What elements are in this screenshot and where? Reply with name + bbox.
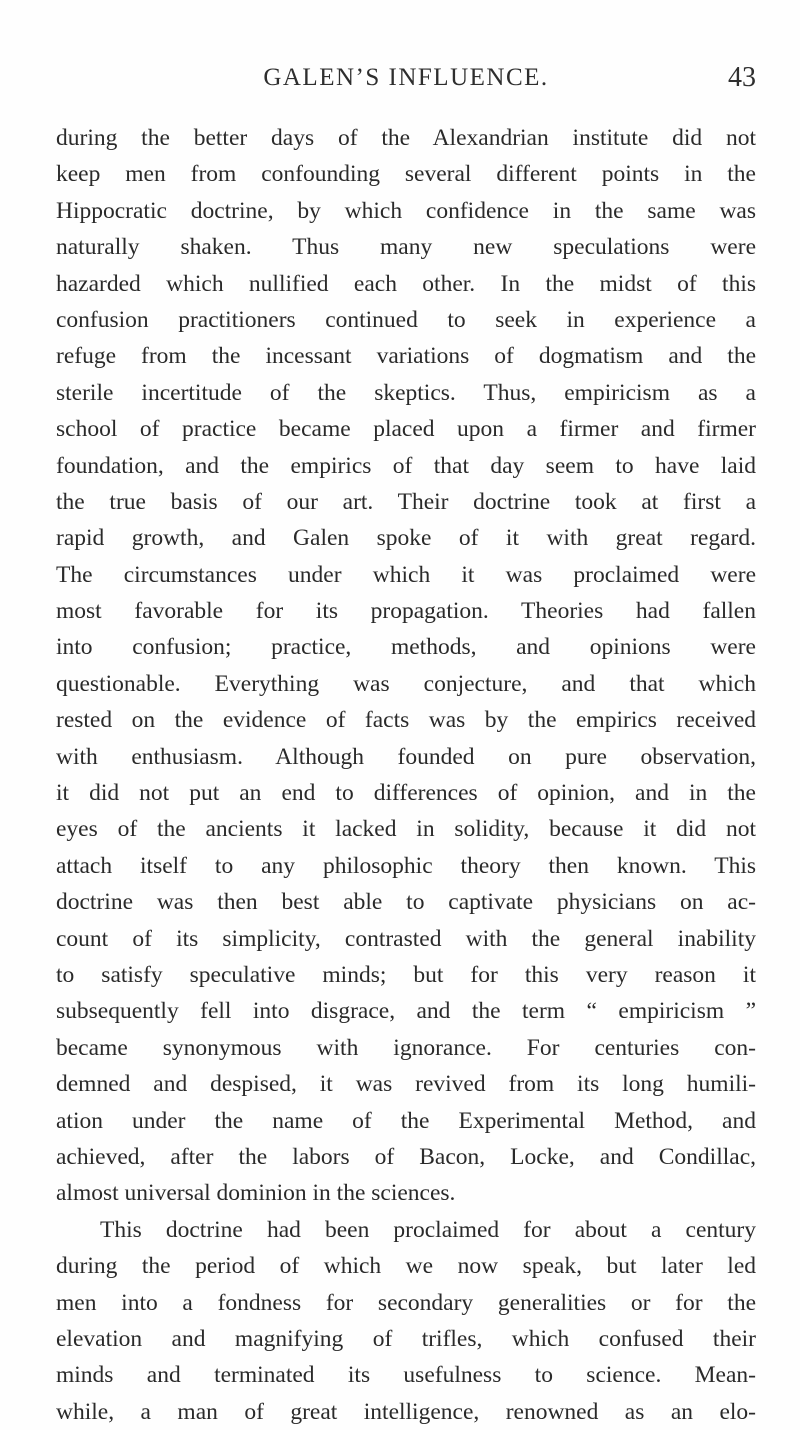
text-line: with enthusiasm. Although founded on pure observation,	[56, 743, 756, 770]
text-line: it did not put an end to differences of opinion, and in the	[56, 780, 756, 807]
text-line: to satisfy speculative minds; but for this very reason it	[56, 961, 756, 988]
text-line: became synonymous with ignorance. For centuries con-	[56, 1034, 756, 1061]
text-line: achieved, after the labors of Bacon, Locke, and Condillac,	[56, 1143, 756, 1170]
text-line: most favorable for its propagation. Theories had fallen	[56, 598, 756, 625]
text-line: refuge from the incessant variations of dogmatism and the	[56, 343, 756, 370]
text-line: The circumstances under which it was proclaimed were	[56, 561, 756, 588]
running-head: GALEN’S INFLUENCE.	[263, 64, 549, 91]
text-line: doctrine was then best able to captivate physicians on ac-	[56, 889, 756, 916]
text-line: questionable. Everything was conjecture, and that which	[56, 670, 756, 697]
text-line: This doctrine had been proclaimed for about a century	[100, 1216, 756, 1243]
text-line: demned and despised, it was revived from its long humili-	[56, 1071, 756, 1098]
text-line: during the better days of the Alexandrian institute did not	[56, 125, 756, 151]
text-line: elevation and magnifying of trifles, which confused their	[56, 1325, 756, 1352]
text-line: sterile incertitude of the skeptics. Thus, empiricism as a	[56, 379, 756, 406]
text-line: men into a fondness for secondary generalities or for the	[56, 1289, 756, 1316]
text-line: into confusion; practice, methods, and opinions were	[56, 634, 756, 661]
text-line: during the period of which we now speak, but later led	[56, 1253, 756, 1280]
text-line: while, a man of great intelligence, renowned as an elo-	[56, 1398, 756, 1425]
text-line: subsequently fell into disgrace, and the term “ empiricism ”	[56, 998, 756, 1025]
text-line: keep men from confounding several different points in the	[56, 161, 756, 188]
text-line: hazarded which nullified each other. In the midst of this	[56, 270, 756, 297]
page-number: 43	[728, 62, 756, 93]
text-line: Hippocratic doctrine, by which confidence in the same was	[56, 197, 756, 224]
text-line: rested on the evidence of facts was by the empirics received	[56, 707, 756, 734]
page-header	[56, 58, 756, 98]
text-line: minds and terminated its usefulness to science. Mean-	[56, 1362, 756, 1389]
text-line: confusion practitioners continued to seek in experience a	[56, 306, 756, 333]
text-line: attach itself to any philosophic theory then known. This	[56, 852, 756, 879]
text-line: rapid growth, and Galen spoke of it with great regard.	[56, 525, 756, 552]
text-line: count of its simplicity, contrasted with the general inability	[56, 925, 756, 952]
body-text	[56, 120, 756, 1430]
text-line: school of practice became placed upon a firmer and firmer	[56, 416, 756, 443]
text-line: ation under the name of the Experimental Method, and	[56, 1107, 756, 1134]
text-line: foundation, and the empirics of that day seem to have laid	[56, 452, 756, 479]
text-line: naturally shaken. Thus many new speculations were	[56, 234, 756, 261]
text-line: almost universal dominion in the sciences.	[56, 1180, 456, 1207]
text-line: eyes of the ancients it lacked in solidity, because it did not	[56, 816, 756, 843]
text-line: the true basis of our art. Their doctrine took at first a	[56, 488, 756, 515]
